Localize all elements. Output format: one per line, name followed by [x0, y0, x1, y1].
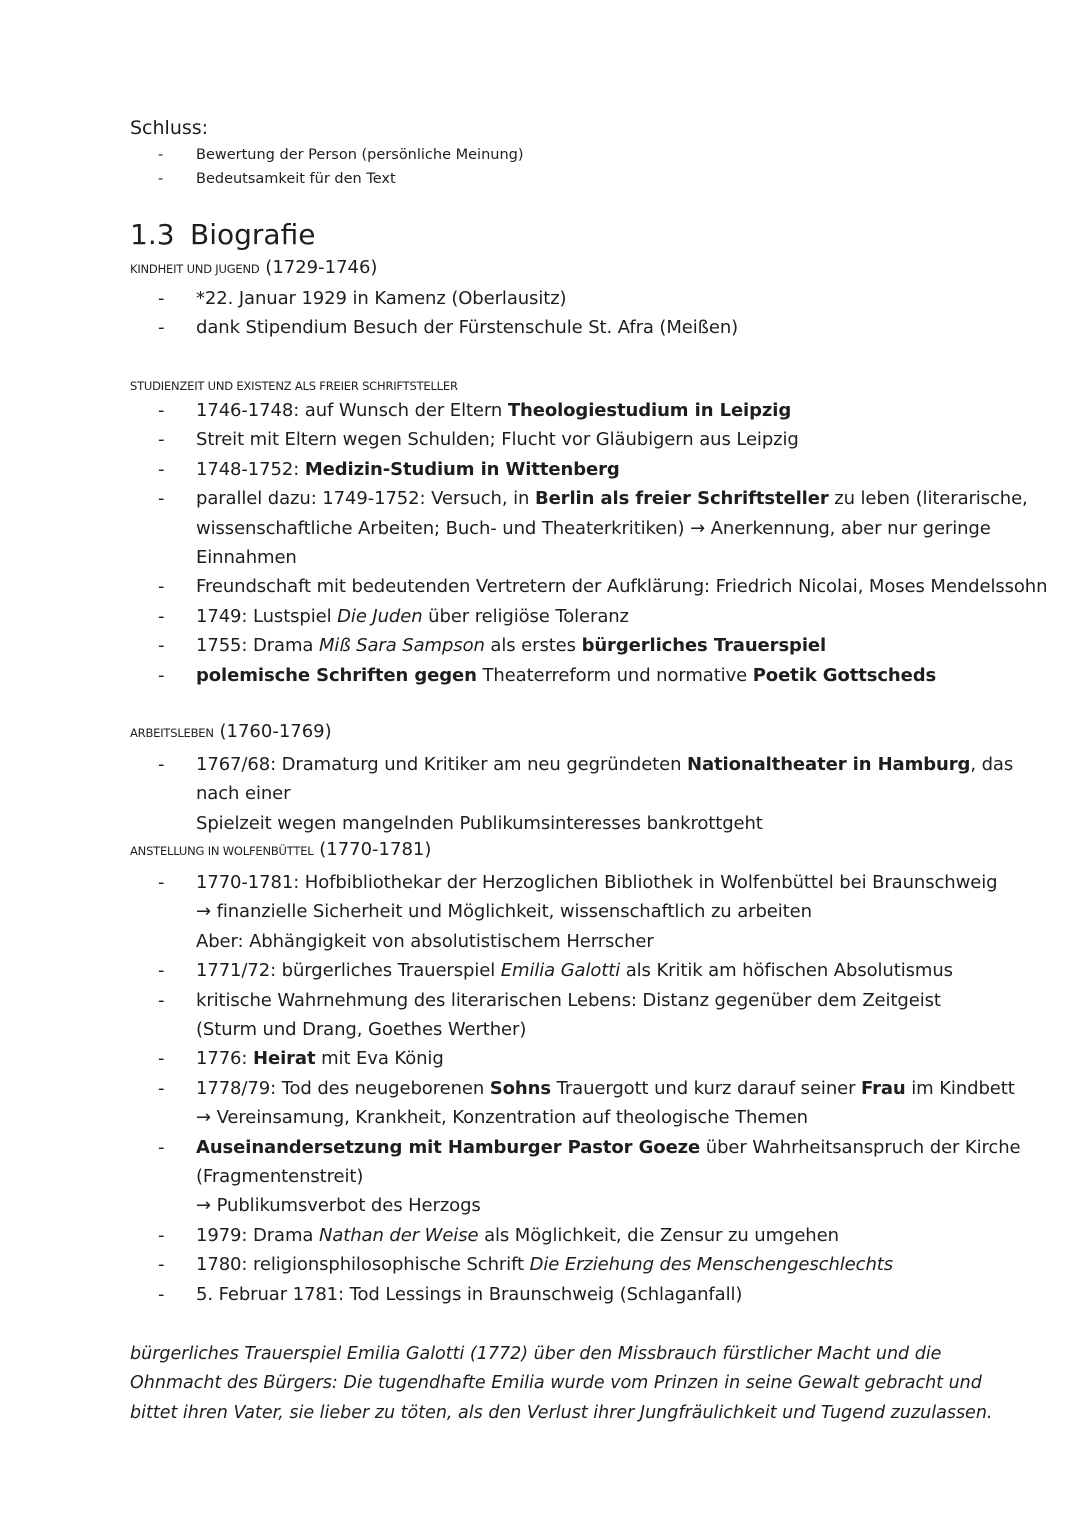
- list-item: - 1748-1752: Medizin-Studium in Wittenberg: [150, 455, 1050, 484]
- list-item: - 1770-1781: Hofbibliothekar der Herzoglichen Bibliothek in Wolfenbüttel bei Braunschweig → finanzielle Sicherheit und Möglichkeit, wissenschaftlich zu arbeiten Aber: Abhängigkeit von absolutistischem Herrscher: [150, 868, 1050, 956]
- note-line: bittet ihren Vater, sie lieber zu töten, als den Verlust ihrer Jungfräulichkeit und Tugend zuzulassen.: [130, 1402, 993, 1423]
- wolfenbuettel-title: [130, 839, 431, 860]
- list-item: - 1755: Drama Miß Sara Sampson als erstes bürgerliches Trauerspiel: [150, 631, 1050, 660]
- list-item: - 1746-1748: auf Wunsch der Eltern Theologiestudium in Leipzig: [150, 396, 1050, 425]
- list-item: - 1979: Drama Nathan der Weise als Möglichkeit, die Zensur zu umgehen: [150, 1221, 1050, 1250]
- list-item: - 5. Februar 1781: Tod Lessings in Braunschweig (Schlaganfall): [150, 1280, 1050, 1309]
- list-item: - 1778/79: Tod des neugeborenen Sohns Trauergott und kurz darauf seiner Frau im Kindbett → Vereinsamung, Krankheit, Konzentration auf theologische Themen: [150, 1074, 1050, 1133]
- list-item: - parallel dazu: 1749-1752: Versuch, in Berlin als freier Schriftsteller zu leben (literarische, wissenschaftliche Arbeiten; Buch- und Theaterkritiken) → Anerkennung, aber nur geringe Einnahmen: [150, 484, 1050, 572]
- kindheit-list: [150, 284, 1050, 343]
- studienzeit-label: STUDIENZEIT UND EXISTENZ ALS FREIER SCHRIFTSTELLER: [130, 379, 458, 393]
- summary-note: [130, 1340, 1030, 1428]
- list-item: - 1780: religionsphilosophische Schrift Die Erziehung des Menschengeschlechts: [150, 1250, 1050, 1279]
- wolfenbuettel-years: (1770-1781): [319, 839, 432, 860]
- kindheit-title: [130, 257, 377, 278]
- list-item: - Freundschaft mit bedeutenden Vertretern der Aufklärung: Friedrich Nicolai, Moses Mendelssohn: [150, 572, 1050, 601]
- list-item: - Auseinandersetzung mit Hamburger Pastor Goeze über Wahrheitsanspruch der Kirche (Fragmentenstreit) → Publikumsverbot des Herzogs: [150, 1133, 1050, 1221]
- arbeitsleben-label: ARBEITSLEBEN: [130, 726, 214, 740]
- list-item: - Bewertung der Person (persönliche Meinung): [150, 143, 1050, 167]
- section-title: Biografie: [190, 218, 316, 251]
- section-heading: [130, 218, 315, 251]
- arbeitsleben-list: [150, 750, 1050, 838]
- section-number: 1.3: [130, 218, 175, 251]
- kindheit-label: KINDHEIT UND JUGEND: [130, 262, 260, 276]
- list-item: - Streit mit Eltern wegen Schulden; Flucht vor Gläubigern aus Leipzig: [150, 425, 1050, 454]
- list-item: - polemische Schriften gegen Theaterreform und normative Poetik Gottscheds: [150, 661, 1050, 690]
- studienzeit-list: [150, 396, 1050, 690]
- note-line: Ohnmacht des Bürgers: Die tugendhafte Emilia wurde vom Prinzen in seine Gewalt gebracht und: [130, 1373, 982, 1394]
- list-item: - 1749: Lustspiel Die Juden über religiöse Toleranz: [150, 602, 1050, 631]
- list-item: - dank Stipendium Besuch der Fürstenschule St. Afra (Meißen): [150, 313, 1050, 342]
- arbeitsleben-title: [130, 721, 332, 742]
- wolfenbuettel-label: ANSTELLUNG IN WOLFENBÜTTEL: [130, 844, 314, 858]
- list-item: - *22. Januar 1929 in Kamenz (Oberlausitz): [150, 284, 1050, 313]
- arbeitsleben-years: (1760-1769): [219, 721, 332, 742]
- wolfenbuettel-list: [150, 868, 1050, 1309]
- list-item: - Bedeutsamkeit für den Text: [150, 167, 1050, 191]
- list-item: - 1767/68: Dramaturg und Kritiker am neu gegründeten Nationaltheater in Hamburg, das nach einer Spielzeit wegen mangelnden Publikumsinteresses bankrottgeht: [150, 750, 1050, 838]
- list-item: - 1776: Heirat mit Eva König: [150, 1044, 1050, 1073]
- list-item: - kritische Wahrnehmung des literarischen Lebens: Distanz gegenüber dem Zeitgeist (Sturm und Drang, Goethes Werther): [150, 986, 1050, 1045]
- list-item: - 1771/72: bürgerliches Trauerspiel Emilia Galotti als Kritik am höfischen Absolutismus: [150, 956, 1050, 985]
- schluss-title: Schluss:: [130, 117, 209, 139]
- note-line: bürgerliches Trauerspiel Emilia Galotti (1772) über den Missbrauch fürstlicher Macht und die: [130, 1344, 942, 1364]
- studienzeit-title: [130, 374, 458, 395]
- kindheit-years: (1729-1746): [265, 257, 378, 278]
- schluss-list: [150, 143, 1050, 191]
